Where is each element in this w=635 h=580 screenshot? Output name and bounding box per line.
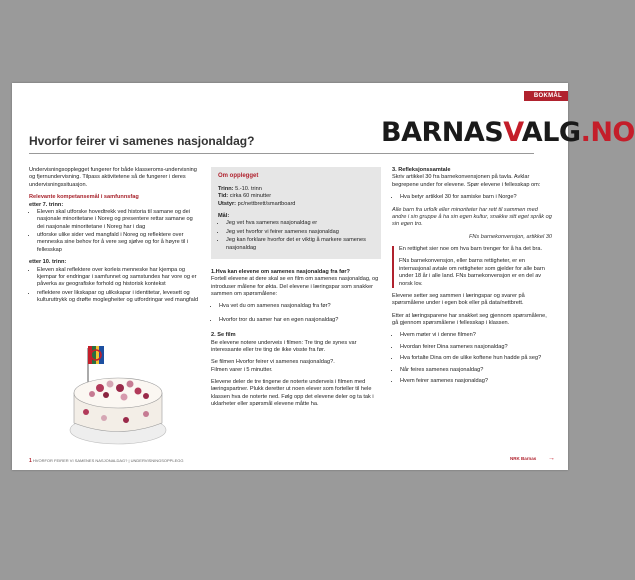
language-tag: BOKMÅL	[524, 91, 568, 101]
film-questions	[392, 332, 552, 385]
list-item: • Hvordan feirer Dina samenes nasjonaldag?	[400, 344, 552, 351]
list-item: • Eleven skal reflektere over korleis menneske har kjempa og kjempar for endringar i samfunnet og samstundes har vore og er påverka av geografiske forhold og historisk kontekst	[37, 267, 199, 289]
page-number: 1	[29, 458, 32, 464]
section2-after: Elevene deler de tre tingene de noterte underveis i filmen med læringspartner. Plukk deretter ut noen elever som forteller til hele klassen hva de noterte ned. Følg opp det elevene deler og ta tak i uklarheter eller spørsmål elevene måtte ha.	[211, 379, 374, 408]
grade7-heading: etter 7. trinn:	[29, 201, 64, 208]
list-item: • Hva vet du om samenes nasjonaldag fra før?	[219, 303, 381, 310]
rights-callout	[392, 246, 552, 288]
grade7-list	[29, 209, 199, 254]
grade10-list	[29, 267, 199, 305]
film-length: Filmen varer i 5 minutter.	[211, 366, 273, 373]
list-item: • Hvem møter vi i denne filmen?	[400, 332, 552, 339]
list-item: • Hva betyr artikkel 30 for samiske barn i Norge?	[400, 194, 552, 201]
goals-heading: Mål:	[218, 213, 230, 220]
section3-text: Skriv artikkel 30 fra barnekonvensjonen på tavla. Avklar begrepene under for elevene. Spør elevene i fellesskap om:	[392, 174, 541, 188]
section3-question-list	[392, 194, 552, 201]
list-item: • reflektere over likskapar og ulikskapar i identitetar, levesett og kulturuttrykk og drøfte moglegheiter og utfordringar ved mangfald	[37, 290, 199, 305]
about-tid: Tid: cirka 60 minutter	[218, 193, 272, 200]
about-box	[211, 167, 381, 259]
section1-questions	[211, 303, 381, 324]
article30-quote: Alle barn fra urfolk eller minoriteter har rett til sammen med andre i sin gruppe å ha sin egen kultur, snakke sitt eget språk og sin egen tro.	[392, 206, 552, 228]
title-divider	[29, 153, 534, 154]
intro-text: Undervisningsopplegget fungerer for både klasseroms-undervisning og fjernundervisning. Tilpass aktivitetene så de fungerer i deres undervisningssituasjon.	[29, 167, 197, 188]
logo-part1: BARNAS	[381, 117, 504, 148]
logo-part3: ALG	[521, 117, 581, 148]
next-arrow-icon[interactable]: →	[548, 455, 555, 462]
column-2	[211, 167, 381, 414]
cake-flag-illustration	[60, 338, 170, 453]
barnasvalg-logo	[381, 119, 635, 146]
footer-text: HVORFOR FEIRER VI SAMENES NASJONALDAG? | UNDERVISNINGSOPPLEGG	[32, 458, 184, 463]
list-item: • Hvem feirer samenes nasjonaldag?	[400, 378, 552, 385]
section3-heading: 3. Refleksjonssamtale	[392, 167, 451, 173]
film-link[interactable]: Se filmen Hvorfor feirer vi samenes nasjonaldag?.	[211, 359, 335, 366]
list-item: • Hva fortalte Dina om de ulike koftene hun hadde på seg?	[400, 355, 552, 362]
pair-instructions: Elevene setter seg sammen i læringspar og svarer på spørsmålene under i egen bok eller på data/nettbrett.	[392, 292, 525, 307]
section1-text: Fortell elevene at dere skal se en film om samenes nasjonaldag, og introduser målene for økta. Del elevene i læringspar som snakker sammen om spørsmålene:	[211, 276, 379, 298]
document-page	[12, 83, 635, 470]
logo-part4: .NO	[580, 117, 635, 148]
page-footer	[29, 458, 183, 464]
callout-text-2: FNs barnekonvensjon, eller barns rettigheter, er en internasjonal avtale om rettigheter som gjelder for alle barn under 18 år i alle land. FNs barnekonvensjon er en del av norsk lov.	[399, 258, 545, 287]
callout-text: En rettighet sier noe om hva barn trenger for å ha det bra.	[399, 246, 543, 252]
list-item: • Hvorfor tror du samer har en egen nasjonaldag?	[219, 317, 381, 324]
list-item: • Eleven skal utforske hovedtrekk ved historia til samane og dei nasjonale minoritetane i Noreg og presentere rettar samane og dei nasjonale minoritetane i Noreg har i dag	[37, 209, 199, 231]
section2-text: Be elevene notere underveis i filmen: Tre ting de synes var interessante eller tre ting de ikke visste fra før.	[211, 339, 357, 353]
nrk-logo: NRK Barnas	[510, 456, 537, 461]
about-heading: Om opplegget	[218, 173, 259, 179]
grade10-heading: etter 10. trinn:	[29, 259, 67, 266]
column-3	[392, 167, 552, 390]
list-item: • Jeg kan forklare hvorfor det er viktig å markere samenes nasjonaldag	[226, 237, 374, 252]
article30-source: FNs barnekonvensjon, artikkel 30	[468, 233, 552, 240]
about-utstyr: Utstyr: pc/nettbrett/smartboard	[218, 200, 296, 207]
logo-part2: V	[503, 117, 522, 148]
column-1	[29, 167, 199, 309]
section1-heading: 1.Hva kan elevene om samenes nasjonaldag fra før?	[211, 268, 350, 275]
list-item: • Jeg vet hvorfor vi feirer samenes nasjonaldag	[226, 229, 374, 236]
section2-heading: 2. Se film	[211, 332, 236, 339]
review-instructions: Etter at læringsparene har snakket seg gjennom spørsmålene, gå gjennom spørsmålene i fellesskap i klassen.	[392, 312, 547, 326]
goals-list	[218, 220, 374, 252]
competence-heading: Relevante kompetansemål i samfunnsfag	[29, 194, 139, 201]
page-title: Hvorfor feirer vi samenes nasjonaldag?	[29, 134, 255, 148]
about-trinn: Trinn: 5.-10. trinn	[218, 185, 262, 192]
list-item: • Jeg vet hva samenes nasjonaldag er	[226, 220, 374, 227]
list-item: • utforske ulike sider ved mangfald i Noreg og reflektere over menneska sine behov for å vere seg sjølve og for å høyre til i fellesskap	[37, 232, 199, 254]
list-item: • Når feires samenes nasjonaldag?	[400, 367, 552, 374]
